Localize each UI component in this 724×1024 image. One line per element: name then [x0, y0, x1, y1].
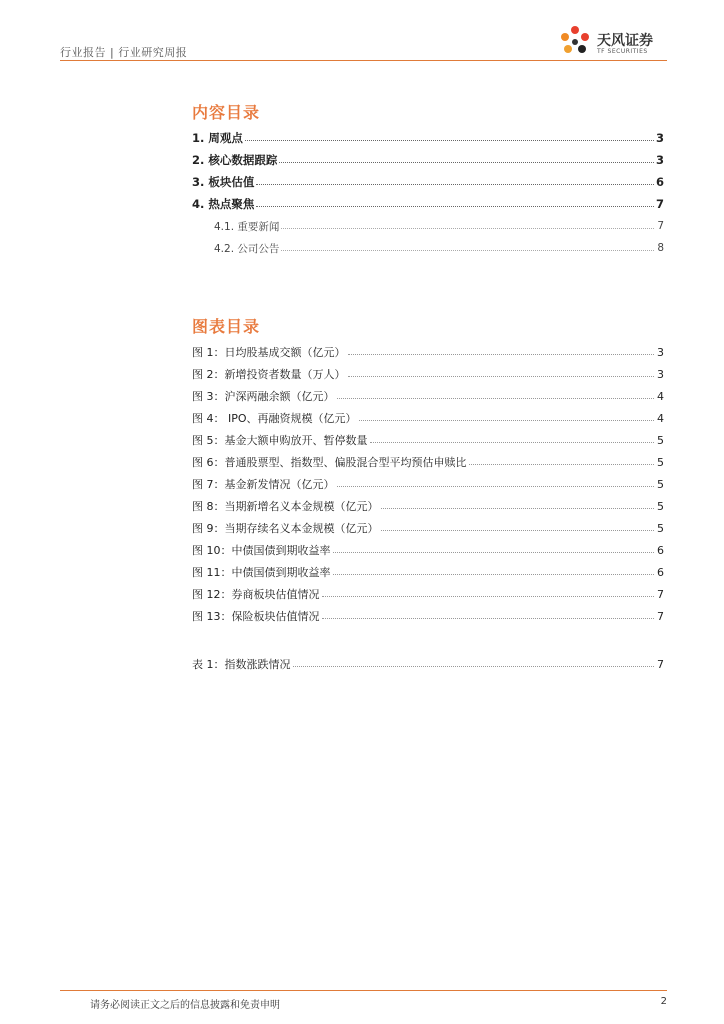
report-category: 行业报告 | 行业研究周报: [60, 46, 188, 59]
toc-entry-label[interactable]: 2. 核心数据跟踪: [192, 153, 278, 167]
figure-entry[interactable]: [192, 561, 664, 583]
dot-leader: [370, 442, 655, 443]
toc-subentry[interactable]: [192, 215, 664, 237]
toc-entry-page[interactable]: 3: [655, 153, 664, 167]
toc-entry-label[interactable]: 图 10：中债国债到期收益率: [192, 544, 331, 557]
figure-entry[interactable]: [192, 385, 664, 407]
figure-entry[interactable]: [192, 451, 664, 473]
dot-leader: [281, 228, 654, 229]
dot-leader: [337, 398, 655, 399]
toc-entry-label[interactable]: 图 6：普通股票型、指数型、偏股混合型平均预估申赎比: [192, 456, 467, 469]
dot-leader: [293, 666, 655, 667]
figure-entry[interactable]: [192, 407, 664, 429]
figure-entry[interactable]: [192, 429, 664, 451]
toc-entry-page[interactable]: 3: [657, 367, 664, 381]
toc-entry-page[interactable]: 5: [657, 455, 664, 469]
toc-entry-page[interactable]: 6: [657, 543, 664, 557]
toc-entry-page[interactable]: 5: [657, 433, 664, 447]
toc-entry-label[interactable]: 表 1：指数涨跌情况: [192, 658, 291, 671]
dot-leader: [256, 206, 654, 207]
toc-entry-page[interactable]: 6: [655, 175, 664, 189]
dot-leader: [359, 420, 654, 421]
toc-entry-label[interactable]: 图 11：中债国债到期收益率: [192, 566, 331, 579]
logo-flower-icon: [557, 24, 593, 60]
dot-leader: [281, 250, 654, 251]
toc-entry[interactable]: [192, 149, 664, 171]
toc-entry-label[interactable]: 图 8：当期新增名义本金规模（亿元）: [192, 500, 379, 513]
toc-entry-page[interactable]: 8: [657, 242, 664, 254]
toc-entry-page[interactable]: 3: [657, 345, 664, 359]
dot-leader: [348, 376, 655, 377]
dot-leader: [322, 596, 655, 597]
figure-entry[interactable]: [192, 605, 664, 627]
toc-entry[interactable]: [192, 171, 664, 193]
toc-entry-label[interactable]: 3. 板块估值: [192, 175, 255, 189]
dot-leader: [279, 162, 654, 163]
figure-entry[interactable]: [192, 583, 664, 605]
logo-subtext: TF SECURITIES: [597, 48, 648, 55]
header-divider: [60, 60, 667, 61]
dot-leader: [337, 486, 655, 487]
figures-list: [192, 341, 664, 627]
figure-entry[interactable]: [192, 539, 664, 561]
toc-entry-page[interactable]: 6: [657, 565, 664, 579]
toc-entry-page[interactable]: 5: [657, 521, 664, 535]
figures-title: 图表目录: [192, 317, 261, 336]
dot-leader: [245, 140, 654, 141]
toc-entry-label[interactable]: 图 7：基金新发情况（亿元）: [192, 478, 335, 491]
toc-entry-page[interactable]: 4: [657, 389, 664, 403]
figure-entry[interactable]: [192, 495, 664, 517]
table-entry[interactable]: [192, 653, 664, 675]
figure-entry[interactable]: [192, 363, 664, 385]
figure-entry[interactable]: [192, 341, 664, 363]
contents-title: 内容目录: [192, 103, 261, 122]
page-number: 2: [660, 996, 667, 1007]
toc-entry-page[interactable]: 7: [657, 657, 664, 671]
dot-leader: [333, 552, 655, 553]
toc-entry-page[interactable]: 3: [655, 131, 664, 145]
dot-leader: [256, 184, 654, 185]
dot-leader: [322, 618, 655, 619]
toc-entry-label[interactable]: 图 4： IPO、再融资规模（亿元）: [192, 412, 357, 425]
toc-entry-label[interactable]: 图 5：基金大额申购放开、暂停数量: [192, 434, 368, 447]
toc-entry-label[interactable]: 图 1：日均股基成交额（亿元）: [192, 346, 346, 359]
toc-entry-page[interactable]: 7: [655, 197, 664, 211]
dot-leader: [381, 508, 655, 509]
dot-leader: [469, 464, 655, 465]
dot-leader: [333, 574, 655, 575]
company-logo: [557, 24, 667, 60]
toc-entry-label[interactable]: 4.1. 重要新闻: [214, 220, 280, 233]
toc-entry-label[interactable]: 图 9：当期存续名义本金规模（亿元）: [192, 522, 379, 535]
figure-entry[interactable]: [192, 473, 664, 495]
dot-leader: [348, 354, 655, 355]
dot-leader: [381, 530, 655, 531]
toc-entry-page[interactable]: 4: [657, 411, 664, 425]
footer-divider: [60, 990, 667, 991]
contents-list: [192, 127, 664, 259]
toc-entry-label[interactable]: 4. 热点聚焦: [192, 197, 255, 211]
toc-entry-label[interactable]: 4.2. 公司公告: [214, 242, 280, 255]
toc-entry-label[interactable]: 图 13：保险板块估值情况: [192, 610, 320, 623]
toc-subentry[interactable]: [192, 237, 664, 259]
toc-entry-page[interactable]: 5: [657, 499, 664, 513]
page-footer: [60, 990, 667, 1011]
toc-entry-page[interactable]: 7: [657, 220, 664, 232]
toc-entry-label[interactable]: 1. 周观点: [192, 131, 243, 145]
page-header: [60, 33, 667, 62]
toc-entry-label[interactable]: 图 3：沪深两融余额（亿元）: [192, 390, 335, 403]
toc-entry[interactable]: [192, 193, 664, 215]
toc-entry-label[interactable]: 图 2：新增投资者数量（万人）: [192, 368, 346, 381]
toc-entry-page[interactable]: 7: [657, 587, 664, 601]
toc-entry-page[interactable]: 7: [657, 609, 664, 623]
toc-entry[interactable]: [192, 127, 664, 149]
disclaimer-text: 请务必阅读正文之后的信息披露和免责申明: [90, 1000, 280, 1011]
toc-entry-page[interactable]: 5: [657, 477, 664, 491]
figure-entry[interactable]: [192, 517, 664, 539]
toc-entry-label[interactable]: 图 12：券商板块估值情况: [192, 588, 320, 601]
tables-list: [192, 653, 664, 675]
logo-text: 天风证券: [597, 33, 653, 49]
